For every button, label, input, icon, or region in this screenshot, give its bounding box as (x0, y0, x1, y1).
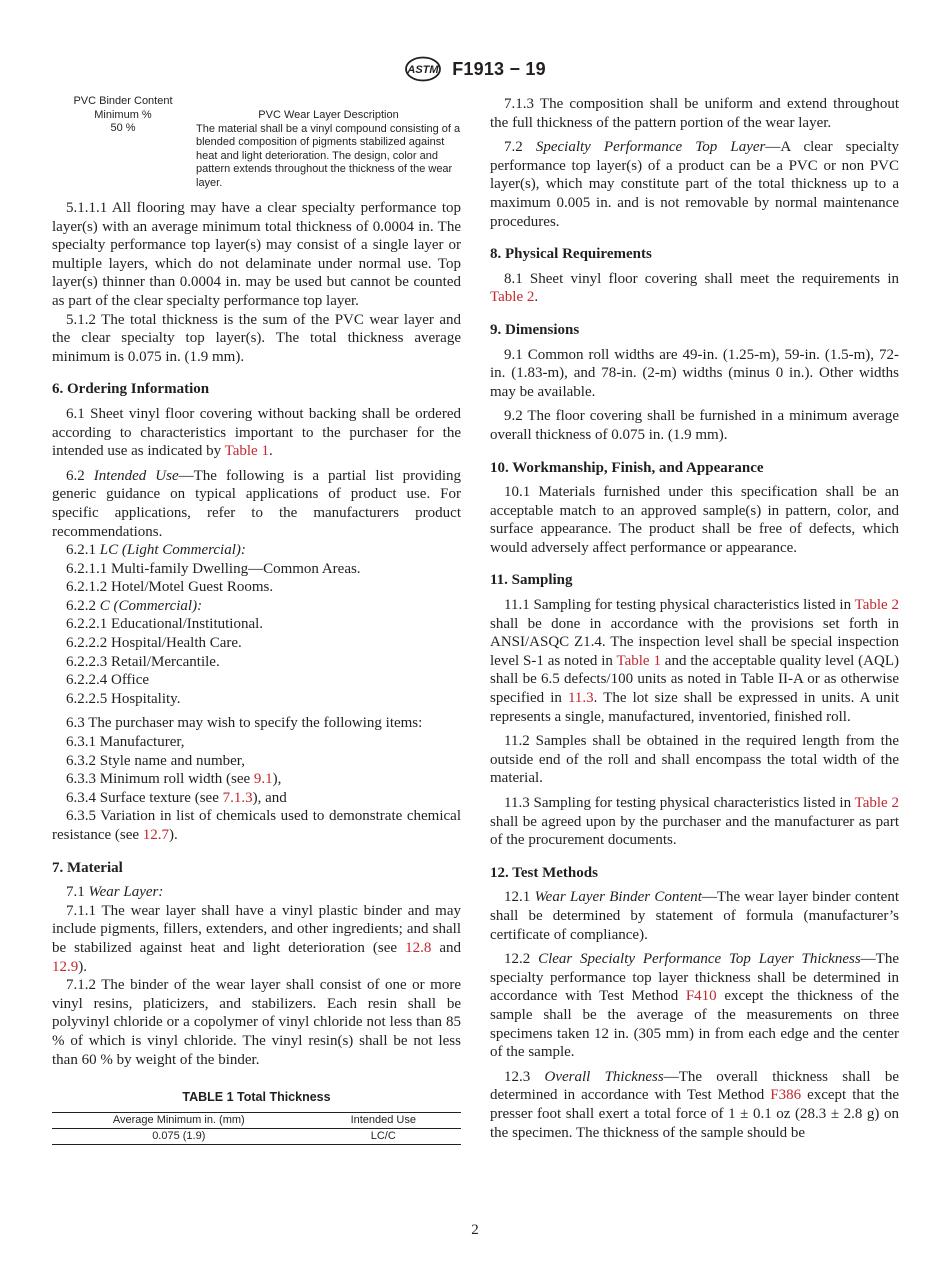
table-1-header-row (52, 1113, 461, 1129)
para-12-2: 12.2 Clear Specialty Performance Top Layer Thickness—The specialty performance top layer thickness shall be determined in accordance with Test Method F410 except the thickness of the sample shall be the average of the measurements on three specimens taken 12 in. (305 mm) in from each edge and the center of the sample. (490, 951, 899, 1061)
para-6-2-1-1: 6.2.1.1 Multi-family Dwelling—Common Areas. (66, 560, 361, 577)
para-12-3: 12.3 Overall Thickness—The overall thickness shall be determined in accordance with Test Method F386 except that the presser foot shall exert a total force of 1 ± 0.1 oz (28.3 ± 2.8 g) on the specimen. The thickness of the sample should be (490, 1068, 900, 1141)
left-column (52, 95, 461, 1145)
para-6-2-2-5: 6.2.2.5 Hospitality. (66, 690, 181, 707)
para-12-1: 12.1 Wear Layer Binder Content—The wear layer binder content shall be determined by statement of formula (manufacturer’s certificate of compliance). (490, 889, 899, 943)
para-7-1: 7.1 Wear Layer: (66, 884, 164, 901)
svg-text:ASTM: ASTM (407, 64, 439, 76)
f410-link[interactable]: F410 (685, 988, 717, 1005)
para-5-1-2: 5.1.2 The total thickness is the sum of the PVC wear layer and the clear specialty top layer(s). The total thickness average minimum is 0.075 in. (1.9 mm). (52, 311, 461, 365)
section-8-title: 8. Physical Requirements (490, 246, 652, 263)
para-7-1-2: 7.1.2 The binder of the wear layer shall consist of one or more vinyl resins, platicizers, and stabilizers. Each resin shall be polyvinyl chloride or a copolymer of vinyl chloride not less than 85 % of which is vinyl chloride. The vinyl resin(s) shall be not less than 60 % by weight of the binder. (52, 977, 461, 1068)
section-10-title: 10. Workmanship, Finish, and Appearance (490, 459, 764, 476)
para-6-2-2-3: 6.2.2.3 Retail/Mercantile. (66, 653, 220, 670)
table-1-caption: TABLE 1 Total Thickness (182, 1090, 331, 1105)
table-cell: 0.075 (1.9) (52, 1129, 306, 1145)
f386-link[interactable]: F386 (770, 1087, 802, 1104)
para-11-1: 11.1 Sampling for testing physical characteristics listed in Table 2 shall be done in accordance with the provisions set forth in ANSI/ASQC Z1.4. The inspection level shall be special inspection level S-1 as noted in Table 1 and the acceptable quality level (AQL) shall be 6.5 defects/100 units as noted in Table II-A or as otherwise specified in 11.3. The lot size shall be expressed in units. A unit represents a single, manufactured, inventoried, finished roll. (490, 597, 900, 725)
section-12-7-link[interactable]: 12.7 (142, 827, 170, 843)
para-11-2: 11.2 Samples shall be obtained in the required length from the outside end of the roll and shall encompass the total width of the material. (490, 733, 899, 787)
table-1-header-cell: Intended Use (306, 1113, 461, 1129)
para-6-2: 6.2 Intended Use—The following is a partial list providing generic guidance on typical applications of product use. For specific applications, refer to the manufacturers product recommendations. (52, 467, 462, 540)
para-11-3: 11.3 Sampling for testing physical characteristics listed in Table 2 shall be agreed upon by the purchaser and the manufacturer as part of the procurement documents. (490, 795, 899, 849)
binder-header-line2: Minimum % (94, 108, 152, 121)
section-9-1-link[interactable]: 9.1 (253, 771, 273, 788)
standard-designation: F1913 − 19 (452, 58, 546, 79)
para-6-2-2-4: 6.2.2.4 Office (66, 672, 150, 689)
table-1 (52, 1091, 461, 1145)
section-11-3-link[interactable]: 11.3 (567, 690, 594, 707)
table-2-link[interactable]: Table 2 (854, 597, 899, 614)
description-column (196, 109, 461, 191)
binder-column (52, 95, 194, 136)
page-number: 2 (471, 1222, 479, 1238)
description-header: PVC Wear Layer Description (258, 109, 399, 121)
table-2-link[interactable]: Table 2 (490, 289, 535, 306)
para-6-1: 6.1 Sheet vinyl floor covering without backing shall be ordered according to characteristics important to the purchaser for the intended use as indicated by Table 1. (52, 405, 461, 460)
para-5-1-1-1: 5.1.1.1 All flooring may have a clear specialty performance top layer(s) with an average minimum total thickness of 0.0004 in. The specialty performance top layer(s) may consist of a single layer or multiple layers, which do not delaminate under normal use. Top layer(s) thinner than 0.0004 in. may be used but cannot be counted as part of the clear specialty performance top layer. (52, 200, 461, 309)
para-7-1-1: 7.1.1 The wear layer shall have a vinyl plastic binder and may include pigments, fillers, extenders, and other ingredients; and shall be stabilized against heat and light deterioration (see 12.8 and 12.9). (52, 902, 461, 975)
section-12-title: 12. Test Methods (490, 864, 598, 881)
para-9-2: 9.2 The floor covering shall be furnished in a minimum average overall thickness of 0.075 in. (1.9 mm). (490, 408, 899, 443)
table-1-link[interactable]: Table 1 (616, 652, 661, 669)
section-6-title: 6. Ordering Information (52, 381, 210, 398)
table-1-grid (52, 1112, 461, 1145)
table-row (52, 1129, 461, 1145)
para-10-1: 10.1 Materials furnished under this specification shall be an acceptable match to an approved sample(s) in pattern, color, and surface appearance. The product shall be free of defects, which would adversely affect performance or appearance. (490, 484, 899, 556)
para-6-3: 6.3 The purchaser may wish to specify the following items: (66, 715, 423, 732)
para-6-3-5: 6.3.5 Variation in list of chemicals used to demonstrate chemical resistance (see 12.7). (52, 808, 461, 843)
binder-header-line1: PVC Binder Content (73, 95, 173, 107)
section-7-title: 7. Material (52, 859, 123, 876)
para-6-2-2-1: 6.2.2.1 Educational/Institutional. (66, 616, 264, 633)
section-7-1-3-link[interactable]: 7.1.3 (222, 789, 253, 806)
para-6-2-1: 6.2.1 LC (Light Commercial): (66, 542, 246, 559)
page-header (0, 56, 950, 82)
section-9-title: 9. Dimensions (490, 321, 580, 338)
binder-value: 50 % (110, 122, 136, 135)
table-2-link[interactable]: Table 2 (854, 795, 899, 811)
table-cell: LC/C (306, 1129, 461, 1145)
para-6-3-2: 6.3.2 Style name and number, (66, 752, 245, 769)
para-7-1-3: 7.1.3 The composition shall be uniform and extend throughout the full thickness of the pattern portion of the wear layer. (490, 96, 899, 131)
para-6-2-1-2: 6.2.1.2 Hotel/Motel Guest Rooms. (66, 579, 274, 596)
section-12-8-link[interactable]: 12.8 (405, 939, 432, 956)
para-8-1: 8.1 Sheet vinyl floor covering shall meet the requirements in Table 2. (490, 270, 899, 306)
para-6-2-2-2: 6.2.2.2 Hospital/Health Care. (66, 635, 242, 652)
para-6-3-1: 6.3.1 Manufacturer, (66, 734, 185, 751)
description-text: The material shall be a vinyl compound consisting of a blended composition of pigments stabilized against heat and light deterioration. The design, color and pattern extends throughout the thickness of the wear layer. (196, 122, 461, 189)
astm-logo-icon (404, 56, 442, 82)
right-column (490, 95, 899, 1142)
para-6-3-3: 6.3.3 Minimum roll width (see 9.1), (66, 771, 282, 788)
binder-content-table (52, 95, 461, 199)
para-6-2-2: 6.2.2 C (Commercial): (66, 597, 203, 614)
table-1-link[interactable]: Table 1 (224, 443, 269, 460)
para-7-2: 7.2 Specialty Performance Top Layer—A clear specialty performance top layer(s) of a product can be a PVC or non PVC layer(s), which may constitute part of the total thickness up to a maximum 0.005 in. and is not removable by normal maintenance procedures. (490, 139, 899, 230)
section-11-title: 11. Sampling (490, 572, 573, 589)
table-1-header-cell: Average Minimum in. (mm) (52, 1113, 306, 1129)
para-9-1: 9.1 Common roll widths are 49-in. (1.25-m), 59-in. (1.5-m), 72-in. (1.83-m), and 78-in. (2-m) widths (minus 0 in.). Other widths may be available. (490, 346, 899, 400)
para-6-3-4: 6.3.4 Surface texture (see 7.1.3), and (66, 789, 287, 806)
section-12-9-link[interactable]: 12.9 (52, 958, 79, 975)
